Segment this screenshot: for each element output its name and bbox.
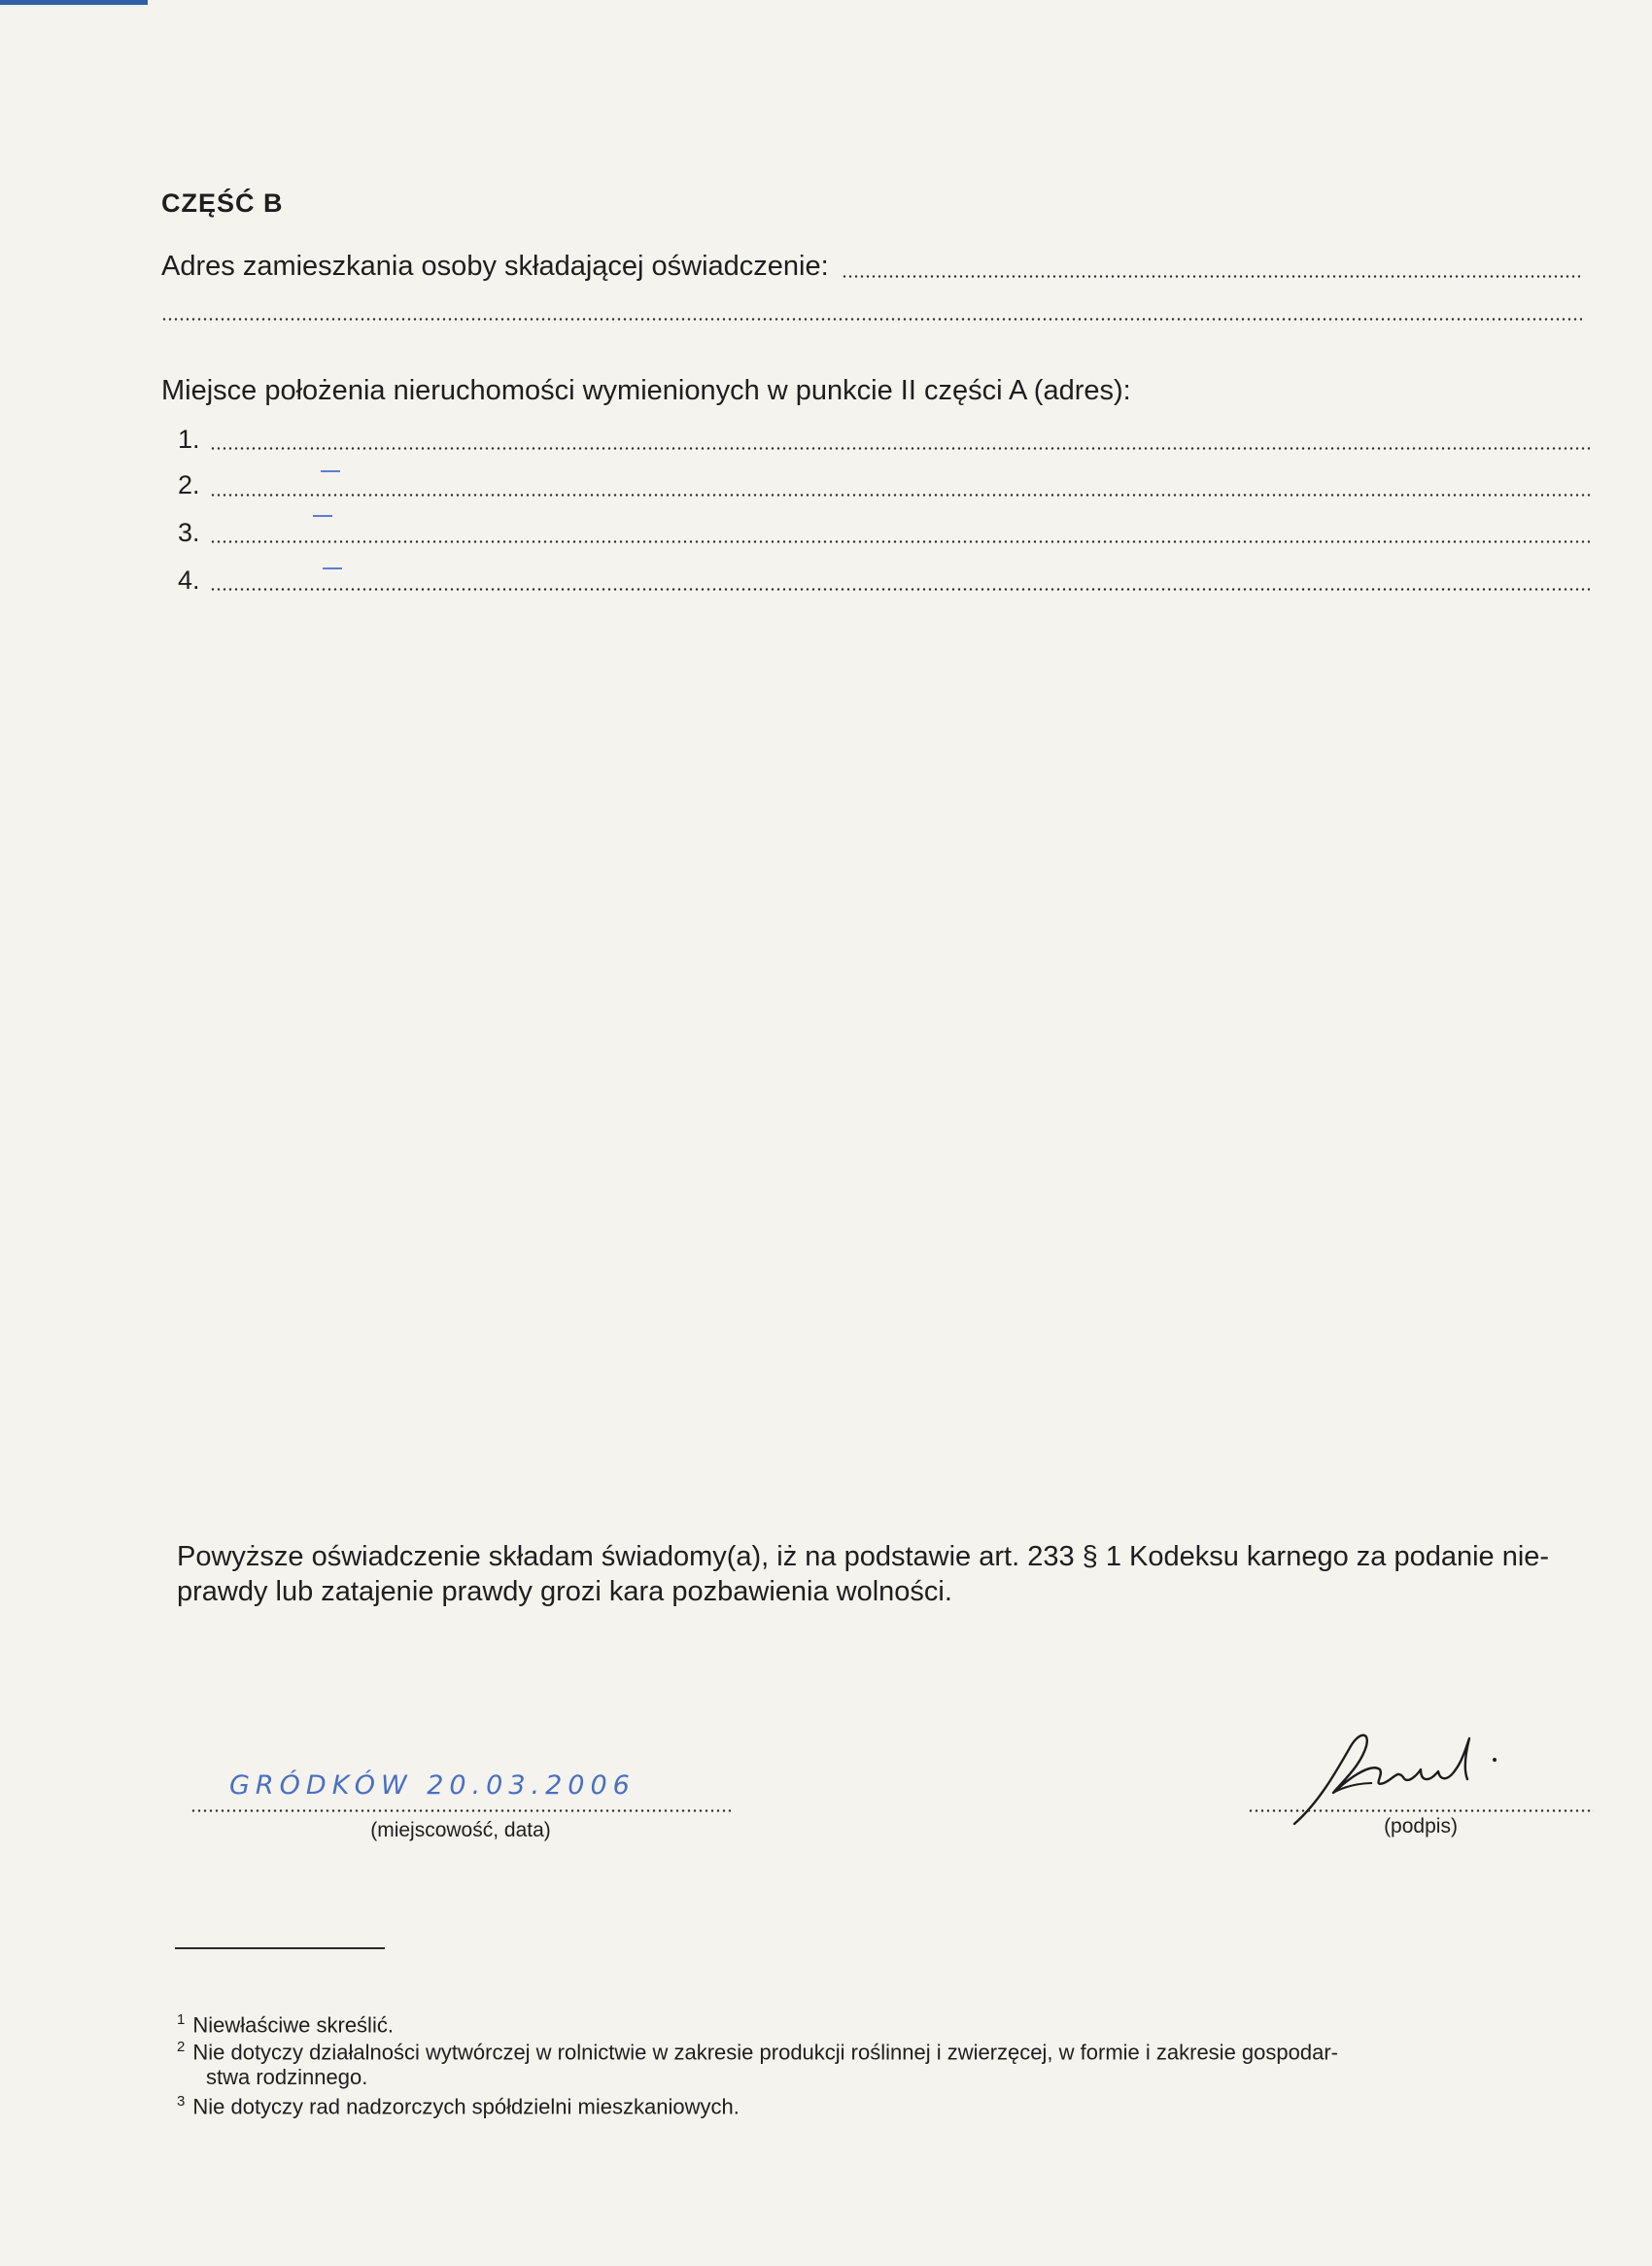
declaration-line-1: Powyższe oświadczenie składam świadomy(a), iż na podstawie art. 233 § 1 Kodeksu karnego za podanie nie- bbox=[177, 1541, 1550, 1572]
property-address-field-2[interactable] bbox=[210, 494, 1590, 497]
residence-address-field-line-2[interactable] bbox=[161, 318, 1582, 321]
section-title: CZĘŚĆ B bbox=[161, 189, 284, 218]
footnote-text: Nie dotyczy rad nadzorczych spółdzielni mieszkaniowych. bbox=[192, 2094, 740, 2119]
place-date-handwriting: GRÓDKÓW 20.03.2006 bbox=[229, 1770, 636, 1801]
property-address-field-4[interactable] bbox=[210, 588, 1590, 591]
declaration-line-2: prawdy lub zatajenie prawdy grozi kara pozbawienia wolności. bbox=[177, 1576, 952, 1607]
signature-field[interactable] bbox=[1248, 1809, 1594, 1812]
dash-mark bbox=[321, 470, 340, 472]
footnote-3 bbox=[177, 2089, 740, 2119]
footnote-divider bbox=[175, 1947, 385, 1949]
residence-address-label: Adres zamieszkania osoby składającej oświadczenie: bbox=[161, 251, 829, 282]
property-item-number: 4. bbox=[178, 566, 200, 595]
footnote-marker: 1 bbox=[177, 2011, 186, 2028]
residence-address-field-line-1[interactable] bbox=[842, 275, 1582, 278]
property-item-number: 3. bbox=[178, 518, 200, 547]
scan-corner-mark bbox=[0, 0, 148, 5]
place-date-field[interactable] bbox=[190, 1809, 731, 1812]
footnote-text-continuation: stwa rodzinnego. bbox=[206, 2065, 368, 2090]
footnote-text: Nie dotyczy działalności wytwórczej w rolnictwie w zakresie produkcji roślinnej i zwierzęcej, w formie i zakresie gospodar- bbox=[192, 2040, 1338, 2065]
footnote-marker: 3 bbox=[177, 2093, 186, 2110]
footnote-2 bbox=[177, 2035, 1338, 2090]
property-item-number: 1. bbox=[178, 425, 200, 454]
property-location-label: Miejsce położenia nieruchomości wymienionych w punkcie II części A (adres): bbox=[161, 375, 1131, 406]
signature-caption: (podpis) bbox=[1384, 1815, 1458, 1837]
footnote-1 bbox=[177, 2008, 394, 2038]
dash-mark bbox=[323, 567, 342, 569]
footnote-text: Niewłaściwe skreślić. bbox=[192, 2012, 394, 2038]
dash-mark bbox=[313, 515, 332, 517]
declaration-text bbox=[177, 1539, 1605, 1609]
place-date-caption: (miejscowość, data) bbox=[370, 1819, 551, 1841]
property-item-number: 2. bbox=[178, 470, 200, 499]
property-address-field-3[interactable] bbox=[210, 540, 1590, 543]
footnote-marker: 2 bbox=[177, 2039, 186, 2055]
property-address-field-1[interactable] bbox=[210, 447, 1590, 450]
